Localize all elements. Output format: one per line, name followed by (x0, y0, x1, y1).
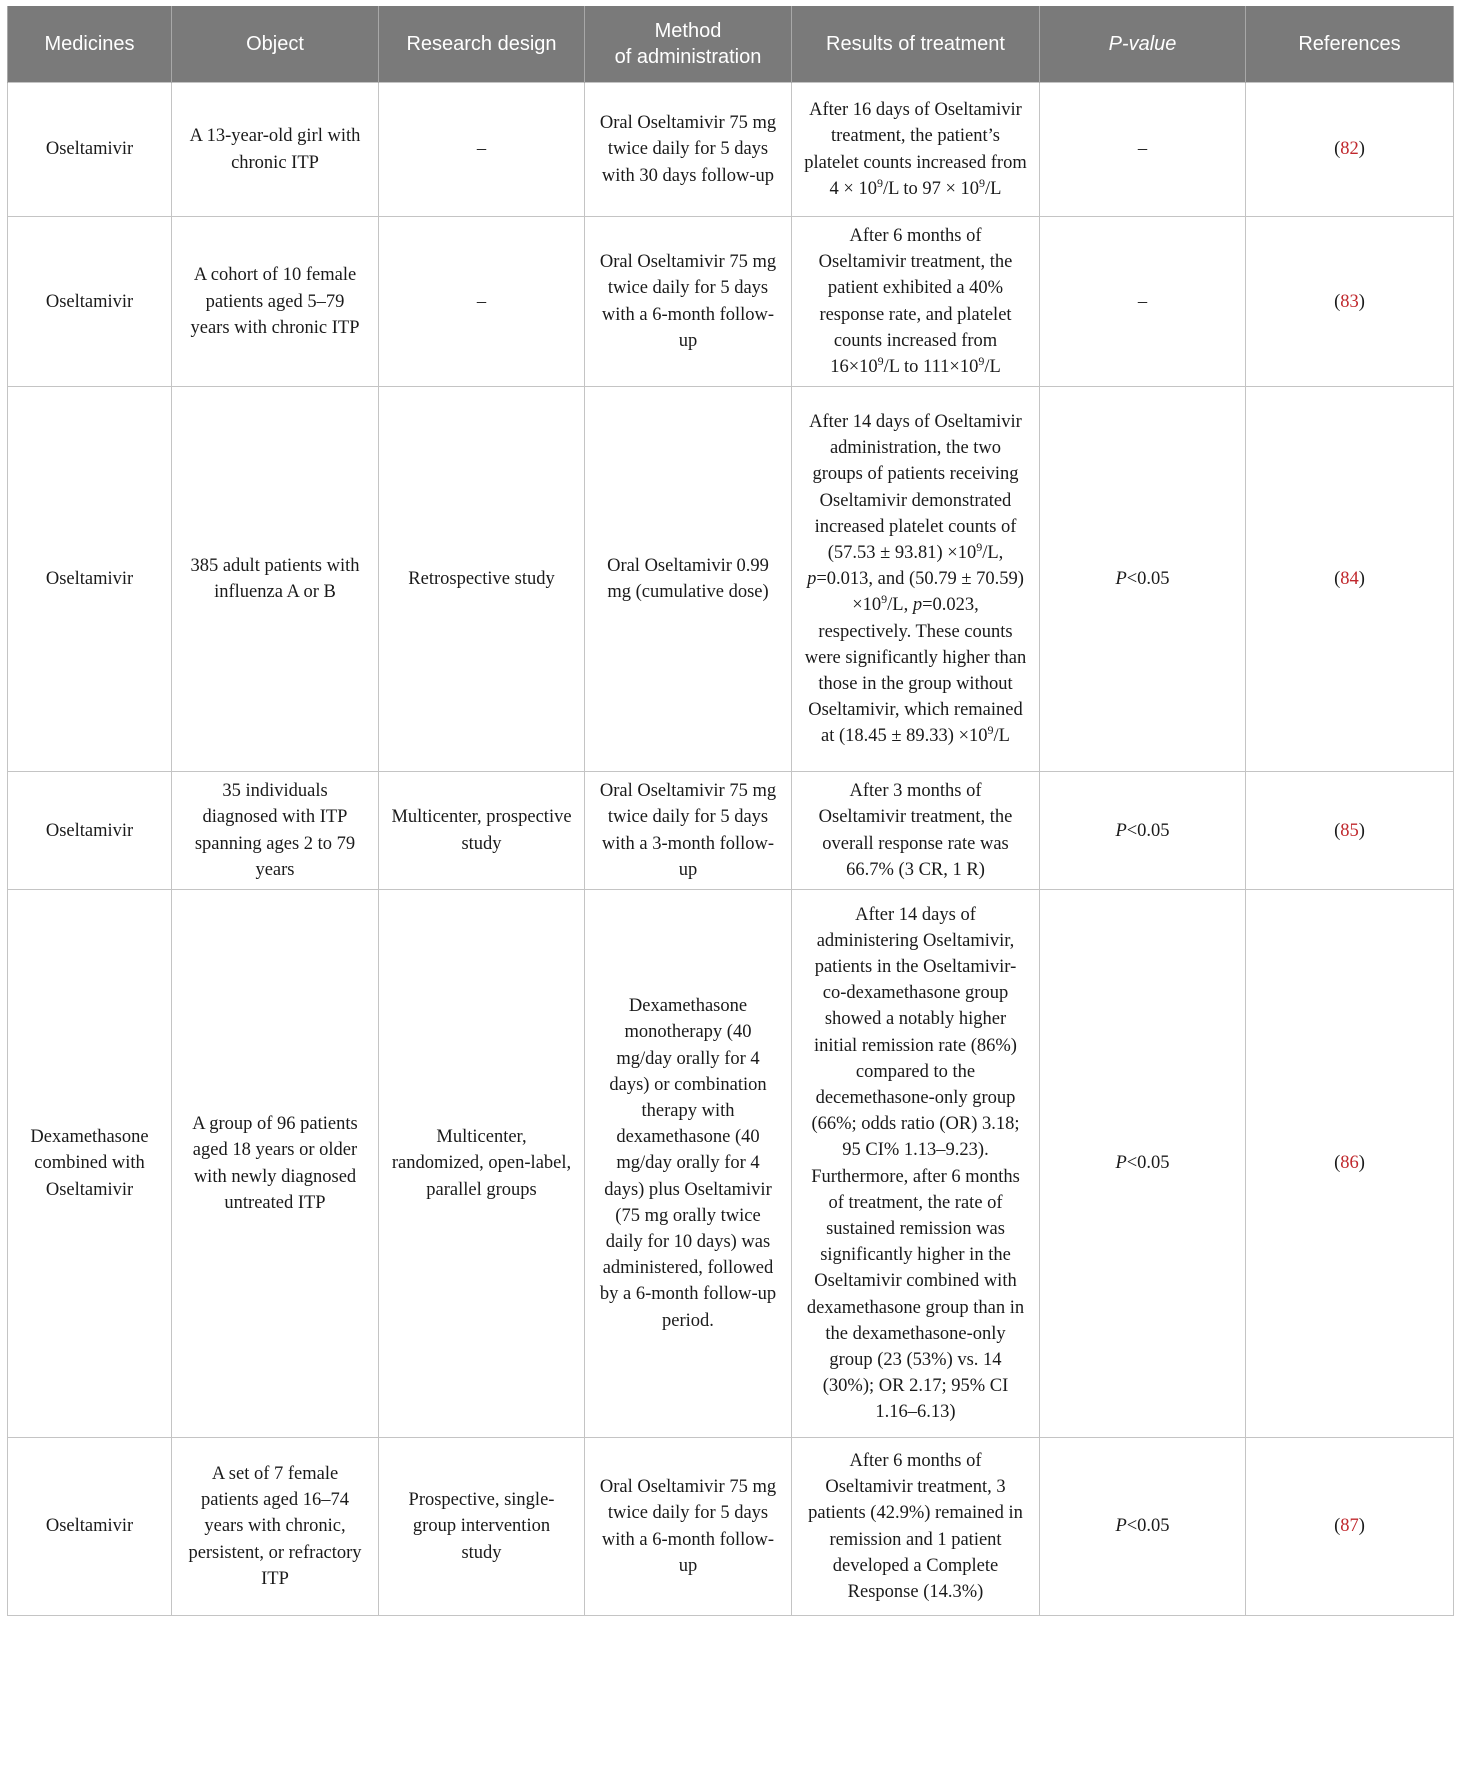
cell-method: Dexamethasone monotherapy (40 mg/day orally for 4 days) or combination therapy with dexamethasone (40 mg/day orally for 4 days) plus Oseltamivir (75 mg orally twice daily for 10 days) was administered, followed by a 6-month follow-up period. (585, 890, 792, 1438)
results-text: /L (984, 357, 1001, 378)
table-container (7, 6, 1453, 1616)
oseltamivir-studies-table (7, 6, 1454, 1616)
table-row (8, 772, 1454, 890)
cell-object: A group of 96 patients aged 18 years or older with newly diagnosed untreated ITP (172, 890, 379, 1438)
reference-link[interactable]: 85 (1340, 820, 1359, 841)
results-text: /L, (887, 595, 913, 616)
cell-results (792, 83, 1040, 217)
reference-link[interactable]: 83 (1340, 291, 1359, 312)
cell-p-value: – (1040, 83, 1246, 217)
results-text: /L (985, 178, 1002, 199)
cell-results: After 3 months of Oseltamivir treatment, the overall response rate was 66.7% (3 CR, 1 R) (792, 772, 1040, 890)
cell-results (792, 387, 1040, 772)
cell-design: – (379, 83, 585, 217)
cell-design: Multicenter, randomized, open-label, parallel groups (379, 890, 585, 1438)
cell-results: After 6 months of Oseltamivir treatment, 3 patients (42.9%) remained in remission and 1 patient developed a Complete Response (14.3%) (792, 1438, 1040, 1616)
reference-link[interactable]: 82 (1340, 139, 1359, 160)
results-text: =0.023, respectively. These counts were significantly higher than those in the group without Oseltamivir, which remained at (18.45 ± 89.33) ×10 (804, 595, 1027, 747)
p-value-text: <0.05 (1126, 1153, 1170, 1174)
results-superscript: 9 (987, 723, 994, 738)
results-superscript: 9 (978, 354, 985, 369)
cell-p-value: – (1040, 217, 1246, 387)
p-value-text: <0.05 (1126, 569, 1170, 590)
results-text: /L (993, 726, 1010, 747)
results-text: /L, (982, 542, 1004, 563)
header-method (585, 6, 792, 83)
header-research-design: Research design (379, 6, 585, 83)
cell-medicine: Oseltamivir (8, 1438, 172, 1616)
results-text: After 16 days of Oseltamivir treatment, the patient’s platelet counts increased from 4 × 10 (804, 100, 1027, 199)
header-medicines: Medicines (8, 6, 172, 83)
header-row (8, 6, 1454, 83)
cell-medicine: Oseltamivir (8, 83, 172, 217)
table-row (8, 1438, 1454, 1616)
table-row (8, 83, 1454, 217)
cell-reference: (87) (1246, 1438, 1454, 1616)
cell-p-value (1040, 387, 1246, 772)
cell-results: After 14 days of administering Oseltamivir, patients in the Oseltamivir-co-dexamethasone group showed a notably higher initial remission rate (86%) compared to the decemethasone-only group (66%; odds ratio (OR) 3.18; 95 CI% 1.13–9.23). Furthermore, after 6 months of treatment, the rate of sustained remission was significantly higher in the Oseltamivir combined with dexamethasone group than in the dexamethasone-only group (23 (53%) vs. 14 (30%); OR 2.17; 95% CI 1.16–6.13) (792, 890, 1040, 1438)
header-method-line2: of administration (614, 46, 762, 68)
cell-design: – (379, 217, 585, 387)
cell-medicine: Oseltamivir (8, 772, 172, 890)
p-value-symbol: P (1115, 1153, 1127, 1174)
reference-link[interactable]: 87 (1340, 1516, 1359, 1537)
cell-medicine: Oseltamivir (8, 387, 172, 772)
cell-p-value (1040, 890, 1246, 1438)
results-text: /L to 111×10 (883, 357, 979, 378)
header-references: References (1246, 6, 1454, 83)
results-italic: p (807, 569, 817, 590)
cell-method: Oral Oseltamivir 75 mg twice daily for 5 days with a 6-month follow-up (585, 1438, 792, 1616)
cell-object: A cohort of 10 female patients aged 5–79 years with chronic ITP (172, 217, 379, 387)
cell-object: A 13-year-old girl with chronic ITP (172, 83, 379, 217)
cell-reference: (82) (1246, 83, 1454, 217)
table-row (8, 890, 1454, 1438)
cell-reference: (83) (1246, 217, 1454, 387)
header-results: Results of treatment (792, 6, 1040, 83)
cell-design: Retrospective study (379, 387, 585, 772)
cell-reference: (86) (1246, 890, 1454, 1438)
results-superscript: 9 (976, 539, 983, 554)
table-row (8, 387, 1454, 772)
cell-reference: (84) (1246, 387, 1454, 772)
cell-p-value (1040, 772, 1246, 890)
table-row (8, 217, 1454, 387)
cell-medicine: Dexamethasone combined with Oseltamivir (8, 890, 172, 1438)
reference-link[interactable]: 84 (1340, 569, 1359, 590)
p-value-symbol: P (1115, 569, 1127, 590)
cell-method: Oral Oseltamivir 0.99 mg (cumulative dose) (585, 387, 792, 772)
results-text: =0.013, and (50.79 ± 70.59) ×10 (816, 569, 1024, 616)
cell-object: 385 adult patients with influenza A or B (172, 387, 379, 772)
results-italic: p (912, 595, 923, 616)
results-superscript: 9 (877, 354, 884, 369)
cell-design: Prospective, single-group intervention study (379, 1438, 585, 1616)
cell-object: A set of 7 female patients aged 16–74 years with chronic, persistent, or refractory ITP (172, 1438, 379, 1616)
cell-design: Multicenter, prospective study (379, 772, 585, 890)
cell-method: Oral Oseltamivir 75 mg twice daily for 5 days with a 3-month follow-up (585, 772, 792, 890)
header-p-value: P-value (1040, 6, 1246, 83)
cell-method: Oral Oseltamivir 75 mg twice daily for 5 days with 30 days follow-up (585, 83, 792, 217)
p-value-symbol: P (1115, 820, 1127, 841)
cell-results (792, 217, 1040, 387)
results-superscript: 9 (881, 592, 888, 607)
p-value-text: <0.05 (1126, 1516, 1170, 1537)
cell-p-value (1040, 1438, 1246, 1616)
header-object: Object (172, 6, 379, 83)
p-value-text: <0.05 (1126, 820, 1170, 841)
results-text: After 14 days of Oseltamivir administration, the two groups of patients receiving Oseltamivir demonstrated increased platelet counts of (57.53 ± 93.81) ×10 (809, 411, 1022, 563)
cell-medicine: Oseltamivir (8, 217, 172, 387)
results-superscript: 9 (979, 175, 986, 190)
p-value-symbol: P (1115, 1516, 1127, 1537)
reference-link[interactable]: 86 (1340, 1153, 1359, 1174)
results-text: After 6 months of Oseltamivir treatment, the patient exhibited a 40% response rate, and platelet counts increased from 16×10 (818, 226, 1013, 378)
results-superscript: 9 (876, 175, 883, 190)
cell-method: Oral Oseltamivir 75 mg twice daily for 5 days with a 6-month follow-up (585, 217, 792, 387)
cell-reference: (85) (1246, 772, 1454, 890)
header-method-line1: Method (654, 20, 722, 42)
cell-object: 35 individuals diagnosed with ITP spanning ages 2 to 79 years (172, 772, 379, 890)
results-text: /L to 97 × 10 (882, 178, 980, 199)
